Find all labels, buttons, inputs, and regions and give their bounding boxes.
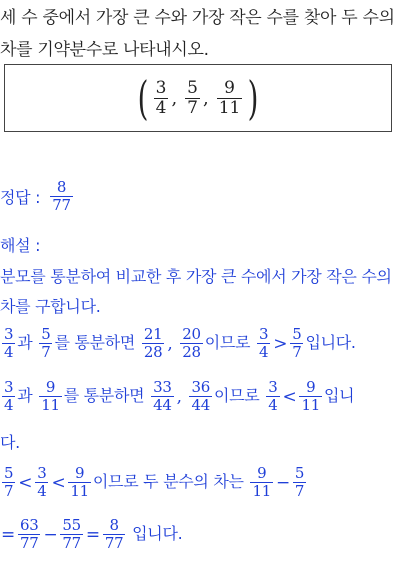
answer-label: 정답 : (0, 188, 41, 207)
question-text: 세 수 중에서 가장 큰 수와 가장 작은 수를 찾아 두 수의 차를 기약분수로 나타내시오. (0, 8, 395, 60)
comma: , (171, 87, 178, 109)
left-paren: ( (137, 71, 149, 125)
solution-intro: 분모를 통분하여 비교한 후 가장 큰 수에서 가장 작은 수의 차를 구합니다. (0, 267, 392, 316)
numbers-box (4, 64, 392, 132)
fraction-5-7: $\frac{5}{7}$ (187, 77, 198, 118)
fraction-3-4: $\frac{3}{4}$ (155, 77, 167, 118)
solution-step-1: $\frac{3}{4}$ 과 $\frac{5}{7}$ 를 통분하면 $\frac{21}{28}$ , $\frac{20}{28}$ 이므로 $\frac{3}{4}$ > $\frac{5}{7}$ 입니다. (4, 325, 356, 361)
solution-step-2: $\frac{3}{4}$ 과 $\frac{9}{11}$ 를 통분하면 $\frac{33}{44}$ , $\frac{36}{44}$ 이므로 $\frac{3}{4}$ < $\frac{9}{11}$ 입니 (4, 378, 355, 414)
right-paren: ) (247, 71, 259, 125)
solution-label: 해설 : (0, 236, 41, 255)
solution-step-2-end: 다. (0, 433, 20, 452)
solution-step-3: $\frac{5}{7}$ < $\frac{3}{4}$ < $\frac{9}{11}$ 이므로 두 분수의 차는 $\frac{9}{11}$ − $\frac{5}{7}$ (4, 464, 305, 500)
answer-line (0, 180, 400, 213)
comma: , (203, 87, 209, 109)
answer-fraction: $\frac{8}{77}$ (52, 178, 71, 214)
fraction-9-11: $\frac{9}{11}$ (218, 77, 241, 118)
solution-step-4: = $\frac{63}{77}$ − $\frac{55}{77}$ = $\frac{8}{77}$ 입니다. (1, 516, 183, 552)
